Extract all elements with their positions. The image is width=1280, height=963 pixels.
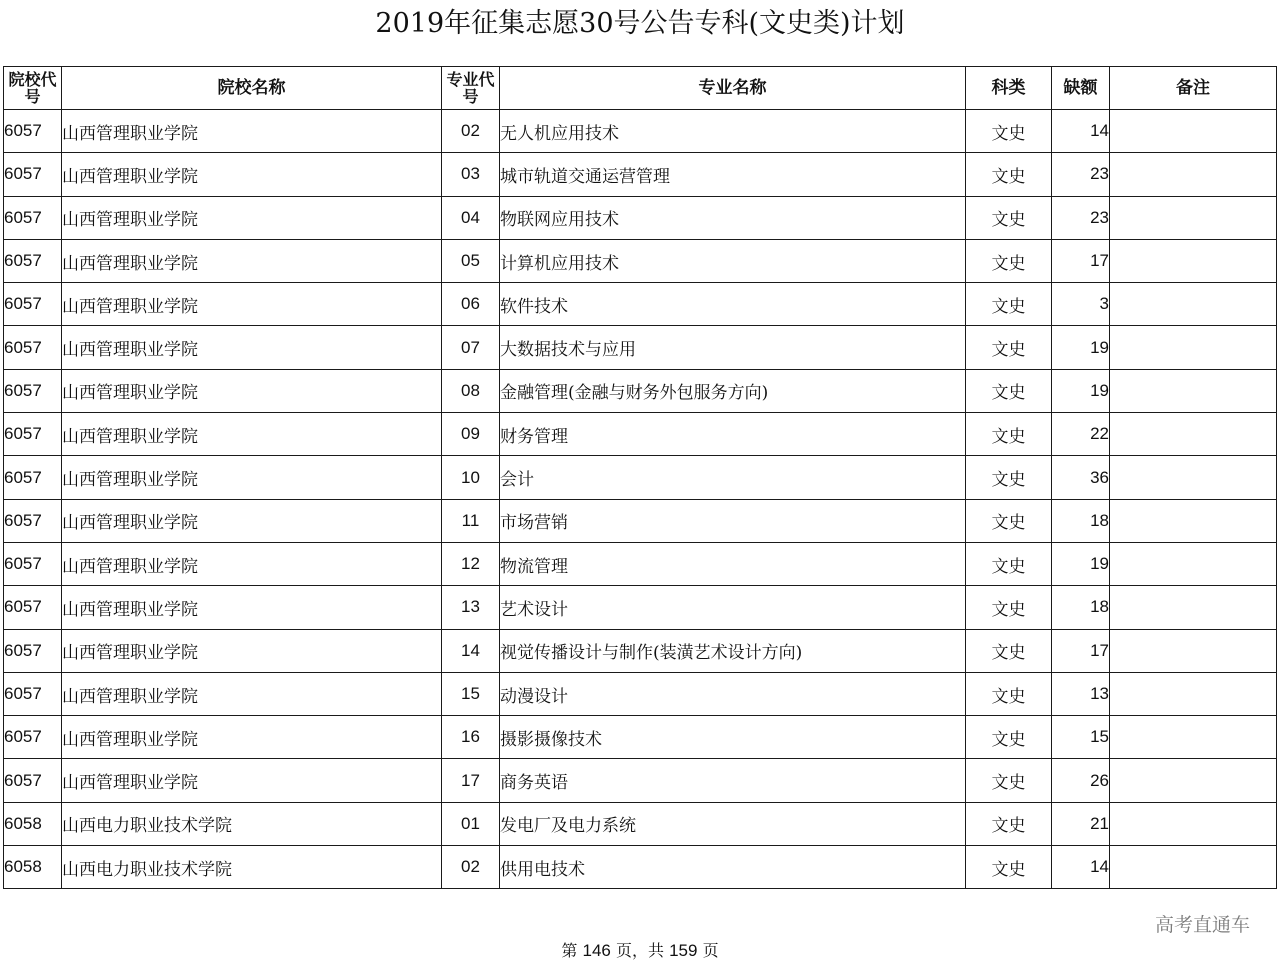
cell-school-name: 山西管理职业学院: [62, 672, 442, 715]
cell-school-name: 山西管理职业学院: [62, 413, 442, 456]
cell-school-name: 山西管理职业学院: [62, 369, 442, 412]
cell-school-name: 山西管理职业学院: [62, 196, 442, 239]
cell-category: 文史: [966, 499, 1052, 542]
cell-school-code: 6057: [4, 759, 62, 802]
cell-remarks: [1110, 846, 1277, 889]
cell-school-name: 山西管理职业学院: [62, 499, 442, 542]
header-category: 科类: [966, 67, 1052, 110]
footer-middle: 页，共: [615, 941, 664, 960]
cell-major-name: 发电厂及电力系统: [500, 802, 966, 845]
footer-prefix: 第: [561, 941, 578, 960]
table-header: [4, 67, 1277, 110]
cell-major-name: 视觉传播设计与制作(装潢艺术设计方向): [500, 629, 966, 672]
cell-major-name: 市场营销: [500, 499, 966, 542]
cell-major-name: 城市轨道交通运营管理: [500, 153, 966, 196]
cell-school-name: 山西管理职业学院: [62, 326, 442, 369]
cell-remarks: [1110, 542, 1277, 585]
cell-major-code: 07: [442, 326, 500, 369]
cell-school-code: 6057: [4, 499, 62, 542]
cell-remarks: [1110, 369, 1277, 412]
table-row: [4, 499, 1277, 542]
cell-school-code: 6057: [4, 239, 62, 282]
cell-school-code: 6057: [4, 413, 62, 456]
table-row: [4, 326, 1277, 369]
table-row: [4, 586, 1277, 629]
cell-major-code: 13: [442, 586, 500, 629]
cell-quota: 13: [1052, 672, 1110, 715]
cell-major-name: 动漫设计: [500, 672, 966, 715]
cell-school-code: 6058: [4, 802, 62, 845]
header-school-name: 院校名称: [62, 67, 442, 110]
cell-category: 文史: [966, 283, 1052, 326]
cell-school-name: 山西管理职业学院: [62, 456, 442, 499]
cell-category: 文史: [966, 456, 1052, 499]
cell-major-code: 06: [442, 283, 500, 326]
table-body: [4, 110, 1277, 889]
cell-major-code: 11: [442, 499, 500, 542]
cell-major-code: 08: [442, 369, 500, 412]
cell-major-code: 12: [442, 542, 500, 585]
cell-quota: 17: [1052, 239, 1110, 282]
table-row: [4, 846, 1277, 889]
cell-remarks: [1110, 629, 1277, 672]
cell-major-name: 金融管理(金融与财务外包服务方向): [500, 369, 966, 412]
cell-school-name: 山西管理职业学院: [62, 629, 442, 672]
cell-major-name: 摄影摄像技术: [500, 716, 966, 759]
footer-suffix: 页: [702, 941, 719, 960]
cell-school-name: 山西管理职业学院: [62, 542, 442, 585]
table-row: [4, 283, 1277, 326]
cell-remarks: [1110, 196, 1277, 239]
table-row: [4, 110, 1277, 153]
cell-school-code: 6057: [4, 629, 62, 672]
cell-major-code: 10: [442, 456, 500, 499]
cell-quota: 36: [1052, 456, 1110, 499]
cell-school-code: 6057: [4, 456, 62, 499]
cell-major-name: 商务英语: [500, 759, 966, 802]
header-remarks: 备注: [1110, 67, 1277, 110]
page-title: 2019年征集志愿30号公告专科(文史类)计划: [375, 8, 905, 39]
table-row: [4, 672, 1277, 715]
footer-current-page: 146: [582, 941, 611, 960]
table-row: [4, 369, 1277, 412]
cell-school-name: 山西电力职业技术学院: [62, 846, 442, 889]
cell-major-name: 艺术设计: [500, 586, 966, 629]
cell-school-code: 6057: [4, 672, 62, 715]
cell-category: 文史: [966, 110, 1052, 153]
cell-quota: 23: [1052, 153, 1110, 196]
cell-school-name: 山西管理职业学院: [62, 283, 442, 326]
cell-category: 文史: [966, 153, 1052, 196]
table-row: [4, 413, 1277, 456]
cell-category: 文史: [966, 716, 1052, 759]
cell-school-code: 6057: [4, 110, 62, 153]
cell-major-code: 15: [442, 672, 500, 715]
cell-quota: 22: [1052, 413, 1110, 456]
cell-major-name: 大数据技术与应用: [500, 326, 966, 369]
cell-major-code: 09: [442, 413, 500, 456]
table-row: [4, 629, 1277, 672]
table-row: [4, 716, 1277, 759]
cell-remarks: [1110, 283, 1277, 326]
cell-remarks: [1110, 802, 1277, 845]
cell-quota: 15: [1052, 716, 1110, 759]
cell-quota: 19: [1052, 369, 1110, 412]
cell-school-code: 6057: [4, 586, 62, 629]
cell-school-code: 6057: [4, 542, 62, 585]
cell-category: 文史: [966, 196, 1052, 239]
cell-category: 文史: [966, 542, 1052, 585]
cell-remarks: [1110, 413, 1277, 456]
cell-remarks: [1110, 326, 1277, 369]
cell-school-name: 山西管理职业学院: [62, 153, 442, 196]
cell-category: 文史: [966, 326, 1052, 369]
cell-remarks: [1110, 716, 1277, 759]
cell-school-code: 6057: [4, 326, 62, 369]
cell-major-code: 01: [442, 802, 500, 845]
cell-school-name: 山西管理职业学院: [62, 759, 442, 802]
cell-remarks: [1110, 586, 1277, 629]
table-row: [4, 196, 1277, 239]
cell-school-code: 6057: [4, 283, 62, 326]
cell-category: 文史: [966, 369, 1052, 412]
cell-major-name: 物流管理: [500, 542, 966, 585]
cell-category: 文史: [966, 672, 1052, 715]
header-major-code: 专业代号: [442, 67, 500, 110]
table-row: [4, 456, 1277, 499]
cell-major-name: 供用电技术: [500, 846, 966, 889]
cell-quota: 14: [1052, 110, 1110, 153]
cell-major-name: 财务管理: [500, 413, 966, 456]
cell-quota: 19: [1052, 542, 1110, 585]
cell-major-name: 计算机应用技术: [500, 239, 966, 282]
cell-school-name: 山西管理职业学院: [62, 239, 442, 282]
cell-major-code: 02: [442, 110, 500, 153]
cell-category: 文史: [966, 239, 1052, 282]
cell-school-code: 6057: [4, 196, 62, 239]
cell-school-name: 山西管理职业学院: [62, 110, 442, 153]
table-row: [4, 802, 1277, 845]
cell-remarks: [1110, 672, 1277, 715]
cell-major-code: 04: [442, 196, 500, 239]
cell-major-code: 14: [442, 629, 500, 672]
watermark: 高考直通车: [1154, 914, 1250, 936]
cell-major-name: 物联网应用技术: [500, 196, 966, 239]
cell-category: 文史: [966, 413, 1052, 456]
cell-quota: 19: [1052, 326, 1110, 369]
header-major-name: 专业名称: [500, 67, 966, 110]
table-row: [4, 759, 1277, 802]
cell-major-name: 会计: [500, 456, 966, 499]
header-quota: 缺额: [1052, 67, 1110, 110]
cell-quota: 26: [1052, 759, 1110, 802]
cell-remarks: [1110, 759, 1277, 802]
cell-remarks: [1110, 499, 1277, 542]
cell-quota: 17: [1052, 629, 1110, 672]
cell-category: 文史: [966, 759, 1052, 802]
plan-table: [3, 66, 1277, 889]
cell-quota: 18: [1052, 586, 1110, 629]
table-row: [4, 542, 1277, 585]
table-row: [4, 239, 1277, 282]
table-row: [4, 153, 1277, 196]
header-school-code: 院校代号: [4, 67, 62, 110]
cell-quota: 18: [1052, 499, 1110, 542]
cell-major-name: 无人机应用技术: [500, 110, 966, 153]
cell-category: 文史: [966, 586, 1052, 629]
cell-quota: 14: [1052, 846, 1110, 889]
cell-remarks: [1110, 456, 1277, 499]
cell-major-name: 软件技术: [500, 283, 966, 326]
cell-major-code: 03: [442, 153, 500, 196]
cell-remarks: [1110, 239, 1277, 282]
cell-category: 文史: [966, 629, 1052, 672]
cell-remarks: [1110, 110, 1277, 153]
cell-school-code: 6057: [4, 153, 62, 196]
cell-school-code: 6057: [4, 369, 62, 412]
cell-quota: 3: [1052, 283, 1110, 326]
cell-school-name: 山西管理职业学院: [62, 716, 442, 759]
cell-school-code: 6058: [4, 846, 62, 889]
cell-remarks: [1110, 153, 1277, 196]
cell-major-code: 16: [442, 716, 500, 759]
page-footer: [0, 938, 1280, 961]
cell-major-code: 02: [442, 846, 500, 889]
cell-school-name: 山西管理职业学院: [62, 586, 442, 629]
cell-quota: 23: [1052, 196, 1110, 239]
cell-school-name: 山西电力职业技术学院: [62, 802, 442, 845]
cell-major-code: 05: [442, 239, 500, 282]
cell-school-code: 6057: [4, 716, 62, 759]
cell-major-code: 17: [442, 759, 500, 802]
header-row: [4, 67, 1277, 110]
footer-total-pages: 159: [669, 941, 698, 960]
cell-quota: 21: [1052, 802, 1110, 845]
cell-category: 文史: [966, 846, 1052, 889]
cell-category: 文史: [966, 802, 1052, 845]
